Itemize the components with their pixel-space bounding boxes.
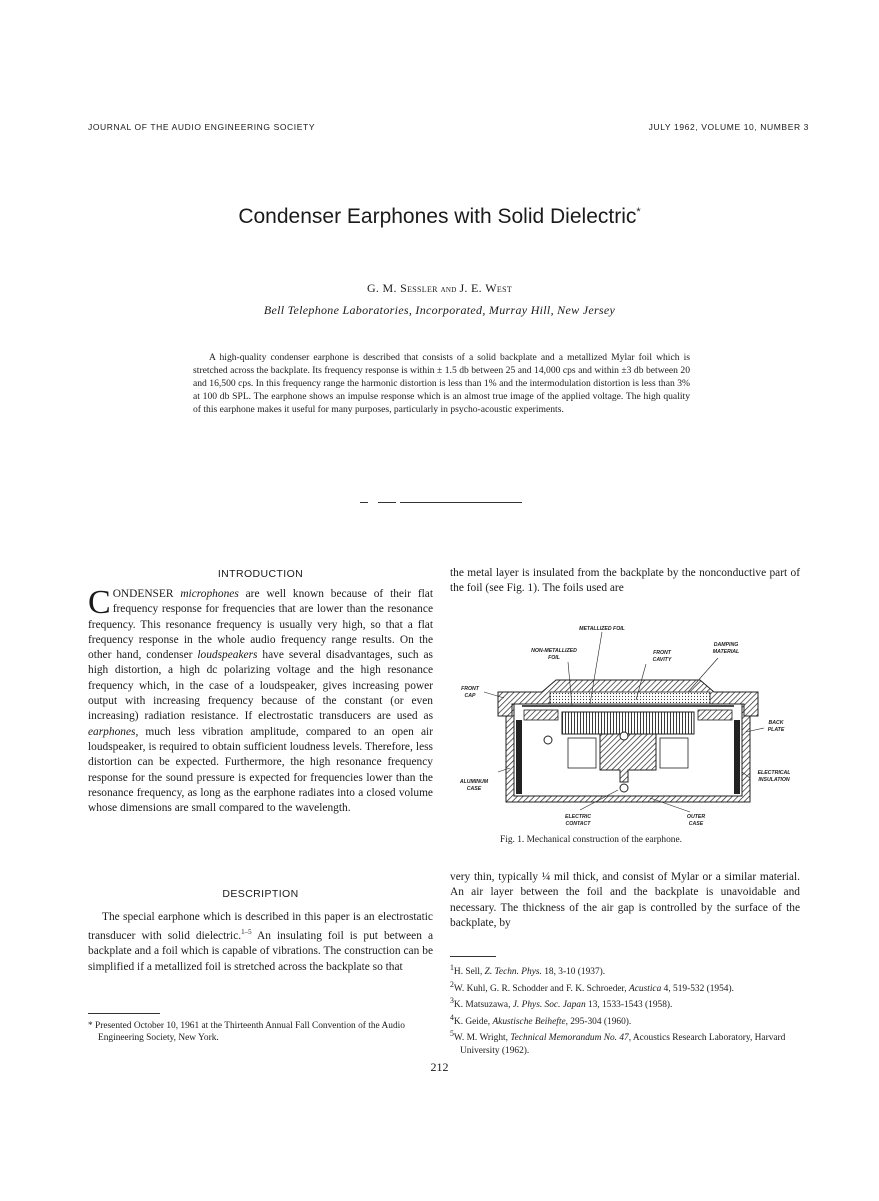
reference-2-text-b: 4, 519-532 (1954). <box>661 983 734 994</box>
author1-surname: Sessler <box>400 281 438 295</box>
separator-rule <box>400 502 522 503</box>
insulation-right <box>734 720 740 794</box>
intro-em-earphones: earphones, <box>88 725 139 738</box>
electric-contact-ball <box>620 784 628 792</box>
drop-cap: C <box>88 584 111 621</box>
label-electric-contact-1: ELECTRIC <box>565 814 591 820</box>
issue-info: JULY 1962, VOLUME 10, NUMBER 3 <box>648 122 809 132</box>
description-body <box>88 910 433 975</box>
svg-text:ALUMINUM <box>459 779 489 785</box>
figure-earphone-construction <box>450 620 802 830</box>
svg-text:CASE <box>467 786 482 792</box>
svg-text:PLATE <box>768 727 785 733</box>
svg-text:BACK <box>769 720 785 726</box>
backplate-shape <box>562 712 694 734</box>
separator-dash-2 <box>378 502 396 503</box>
reference-5 <box>450 1028 800 1057</box>
introduction-body <box>88 584 433 816</box>
intro-text-a: ONDENSER <box>112 588 181 600</box>
label-electric-contact-2: CONTACT <box>565 821 591 827</box>
label-damping-2: MATERIAL <box>712 649 740 655</box>
label-aluminum-1: ALUMINUM <box>459 779 489 785</box>
footnote-rule-left <box>88 1013 160 1014</box>
separator-dash-1 <box>360 502 368 503</box>
label-outer-case-2: CASE <box>688 821 704 827</box>
reference-3-text-a: K. Matsuzawa, <box>453 1000 513 1011</box>
author2-surname: West <box>485 281 513 295</box>
reference-2 <box>450 979 800 996</box>
reference-3-text-b: 13, 1533-1543 (1958). <box>585 1000 673 1011</box>
reference-4-text-b: 295-304 (1960). <box>567 1016 632 1027</box>
svg-text:FRONT <box>461 686 480 692</box>
label-electrical-1: ELECTRICAL <box>757 770 791 776</box>
reference-5-num: 5 <box>450 1029 454 1039</box>
reference-5-text-a: W. M. Wright, <box>453 1033 511 1044</box>
intro-text-b: are well known because of their flat frequency response for frequencies that are lower than the resonance frequency. This resonance frequency is usually very high, so that a flat frequency response in the whole audio frequency range results. On the other hand, condenser <box>88 588 433 662</box>
label-outer-case-1: OUTER <box>686 814 706 820</box>
description-text-a: The special earphone which is described in this paper is an electrostatic transducer with solid dielectric. <box>88 911 433 943</box>
abstract: A high-quality condenser earphone is described that consists of a solid backplate and a metallized Mylar foil which is stretched across the backplate. Its frequency response is within ± 1.5 db between 25 and 14,000 cps and within ±3 db between 20 and 16,500 cps. In this frequency range the harmonic distortion is less than 1% and the intermodulation distortion is less than 3% at 100 db SPL. The earphone shows an impulse response which is an almost true image of the applied voltage. The high quality of this earphone makes it useful for many purposes, particularly in psycho-acoustic experiments. <box>193 352 690 416</box>
svg-text:NON-METALLIZED <box>531 648 577 654</box>
reference-1-text-a: H. Sell, <box>453 967 485 978</box>
label-front-cap-1: FRONT <box>461 686 479 692</box>
intro-em-microphones: microphones <box>180 588 239 600</box>
damping-material-shape <box>550 692 710 704</box>
footnote-presented-text: * Presented October 10, 1961 at the Thirteenth Annual Fall Convention of the Audio Engineering Society, New York. <box>88 1021 405 1044</box>
label-back-plate-1: BACK <box>768 720 784 726</box>
page-number: 212 <box>430 1060 449 1074</box>
label-non-metallized-1: NON-METALLIZED <box>531 648 577 654</box>
right-column-bottom <box>450 870 800 931</box>
reference-4-num: 4 <box>450 1012 454 1022</box>
svg-text:CONTACT <box>566 821 592 827</box>
footnotes-references <box>450 962 800 1057</box>
reference-4-text-a: K. Geide, <box>453 1016 493 1027</box>
central-post-shape <box>600 734 656 782</box>
svg-text:DAMPING <box>714 642 739 648</box>
reference-2-journal: Acustica <box>629 983 662 994</box>
svg-text:METALLIZED FOIL <box>579 626 625 632</box>
footnote-rule-right <box>450 956 496 957</box>
svg-text:INSULATION <box>758 777 790 783</box>
figure-caption: Fig. 1. Mechanical construction of the earphone. <box>500 835 682 845</box>
intro-text-c: have several disadvantages, such as high distortion, a high dc polarizing voltage and the high resonance frequency which, in the case of a loudspeaker, gives increasing power output with increasing frequency because of the constant (or even increasing) radiation resistance. If electrostatic transducers are used as <box>88 649 433 723</box>
svg-text:ELECTRICAL <box>758 770 791 776</box>
reference-1-num: 1 <box>450 963 454 972</box>
footnote-presented <box>88 1020 433 1045</box>
description-text-b: An insulating foil is put between a backplate and a foil which is capable of vibrations. The construction can be simplified if a metallized foil is stretched across the backplate so that <box>88 930 433 973</box>
right-bottom-text-b: mil thick, and consist of Mylar or a similar material. An air layer between the foil and the backplate is unavoidable and necessary. The thickness of the air gap is controlled by the surface of the backplate, by <box>450 871 800 929</box>
author1-initials: G. M. <box>366 281 401 295</box>
reference-3-journal: J. Phys. Soc. Japan <box>512 1000 586 1011</box>
author2-initials: J. E. <box>459 281 486 295</box>
reference-3-num: 3 <box>450 996 454 1006</box>
label-aluminum-2: CASE <box>466 786 482 792</box>
reference-2-text-a: W. Kuhl, G. R. Schodder and F. K. Schroeder, <box>453 983 629 994</box>
label-electrical-2: INSULATION <box>758 777 790 783</box>
reference-1-text-b: 18, 3-10 (1937). <box>541 967 606 978</box>
reference-4 <box>450 1012 800 1029</box>
journal-name: JOURNAL OF THE AUDIO ENGINEERING SOCIETY <box>88 122 316 132</box>
reference-5-journal: Technical Memorandum No. 47, <box>510 1033 632 1044</box>
reference-1-journal: Z. Techn. Phys. <box>484 967 542 978</box>
svg-text:OUTER <box>687 814 705 820</box>
svg-text:CAP <box>465 693 476 699</box>
authors <box>0 281 879 296</box>
title-text: Condenser Earphones with Solid Dielectric <box>238 205 637 228</box>
label-front-cap-2: CAP <box>464 693 476 699</box>
label-damping-1: DAMPING <box>713 642 739 648</box>
label-front-cavity-1: FRONT <box>653 650 671 656</box>
reference-2-num: 2 <box>450 979 454 989</box>
right-column-top: the metal layer is insulated from the backplate by the nonconductive part of the foil (see Fig. 1). The foils used are <box>450 567 800 595</box>
reference-3 <box>450 995 800 1012</box>
insulation-left <box>516 720 522 794</box>
title-footnote-mark: * <box>636 206 641 218</box>
author-conjunction: and <box>437 284 460 295</box>
description-ref: 1–5 <box>241 928 252 937</box>
right-bottom-fraction: ¼ <box>541 871 551 883</box>
intro-em-loudspeakers: loudspeakers <box>197 649 258 662</box>
svg-text:FRONT <box>653 650 672 656</box>
paper-title <box>0 205 879 229</box>
reference-1 <box>450 962 800 979</box>
introduction-heading: INTRODUCTION <box>217 568 304 580</box>
label-back-plate-2: PLATE <box>767 727 785 733</box>
reference-5-text-b: Acoustics Research Laboratory, Harvard University (1962). <box>460 1033 786 1056</box>
svg-text:CAVITY <box>653 657 672 663</box>
svg-text:CASE <box>689 821 704 827</box>
description-heading: DESCRIPTION <box>222 888 299 900</box>
reference-4-journal: Akustische Beihefte, <box>492 1016 568 1027</box>
label-metallized-foil: METALLIZED FOIL <box>579 626 625 632</box>
svg-text:FOIL <box>548 655 560 661</box>
right-bottom-text-a: very thin, typically <box>450 871 542 883</box>
svg-text:MATERIAL <box>713 649 739 655</box>
label-front-cavity-2: CAVITY <box>652 657 672 663</box>
affiliation: Bell Telephone Laboratories, Incorporated, Murray Hill, New Jersey <box>263 303 616 317</box>
label-non-metallized-2: FOIL <box>548 655 560 661</box>
svg-text:ELECTRIC <box>565 814 591 820</box>
intro-text-d: much less vibration amplitude, compared to an open air loudspeaker, is required to obtain sufficient loudness levels. Therefore, less distortion can be expected. Furthermore, the high resonance frequency response for the sound pressure is expected for frequencies lower than the resonance frequency, as long as the earphone radiates into a closed volume whose dimensions are small compared to the wavelength. <box>88 725 433 815</box>
